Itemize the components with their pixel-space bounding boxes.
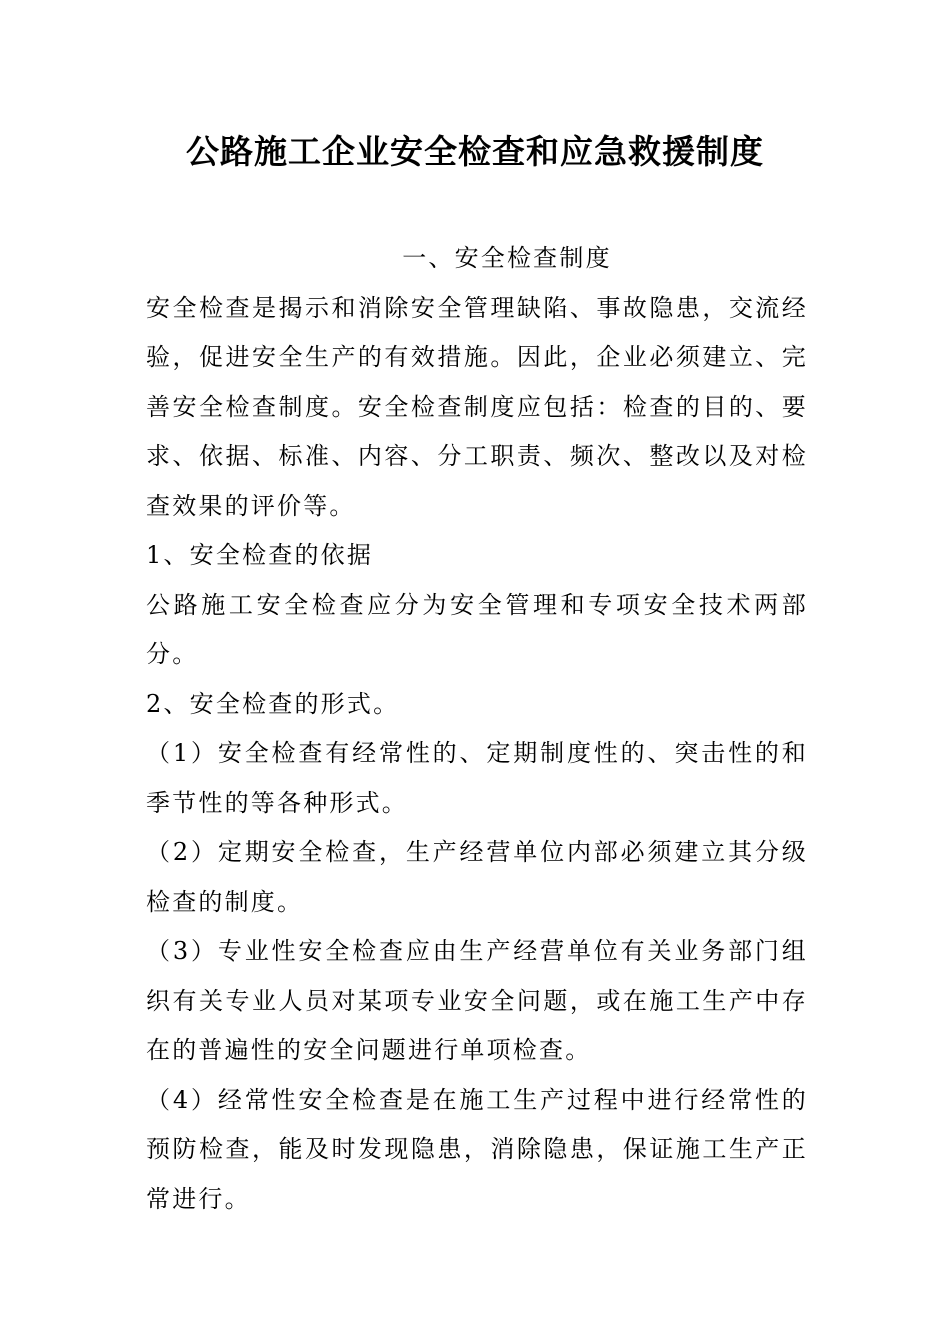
paragraph-subitem-3: （3）专业性安全检查应由生产经营单位有关业务部门组织有关专业人员对某项专业安全问题，或在施工生产中存在的普遍性的安全问题进行单项检查。 (146, 937, 808, 1064)
paragraph-subitem-4: （4）经常性安全检查是在施工生产过程中进行经常性的预防检查，能及时发现隐患，消除隐患，保证施工生产正常进行。 (146, 1085, 808, 1213)
paragraph-subitem-1: （1）安全检查有经常性的、定期制度性的、突击性的和季节性的等各种形式。 (146, 739, 808, 817)
paragraph-subitem-2: （2）定期安全检查，生产经营单位内部必须建立其分级检查的制度。 (146, 838, 808, 916)
paragraph-item-1-heading: 1、安全检查的依据 (146, 541, 374, 569)
document-body (146, 234, 808, 1224)
paragraph-item-1-body: 公路施工安全检查应分为安全管理和专项安全技术两部分。 (146, 590, 808, 668)
paragraph-item-2-heading: 2、安全检查的形式。 (146, 689, 400, 718)
document-title: 公路施工企业安全检查和应急救援制度 (186, 132, 764, 171)
paragraph-intro: 安全检查是揭示和消除安全管理缺陷、事故隐患，交流经验，促进安全生产的有效措施。因此，企业必须建立、完善安全检查制度。安全检查制度应包括：检查的目的、要求、依据、标准、内容、分工职责、频次、整改以及对检查效果的评价等。 (146, 293, 808, 520)
section-heading: 一、安全检查制度 (402, 244, 612, 272)
